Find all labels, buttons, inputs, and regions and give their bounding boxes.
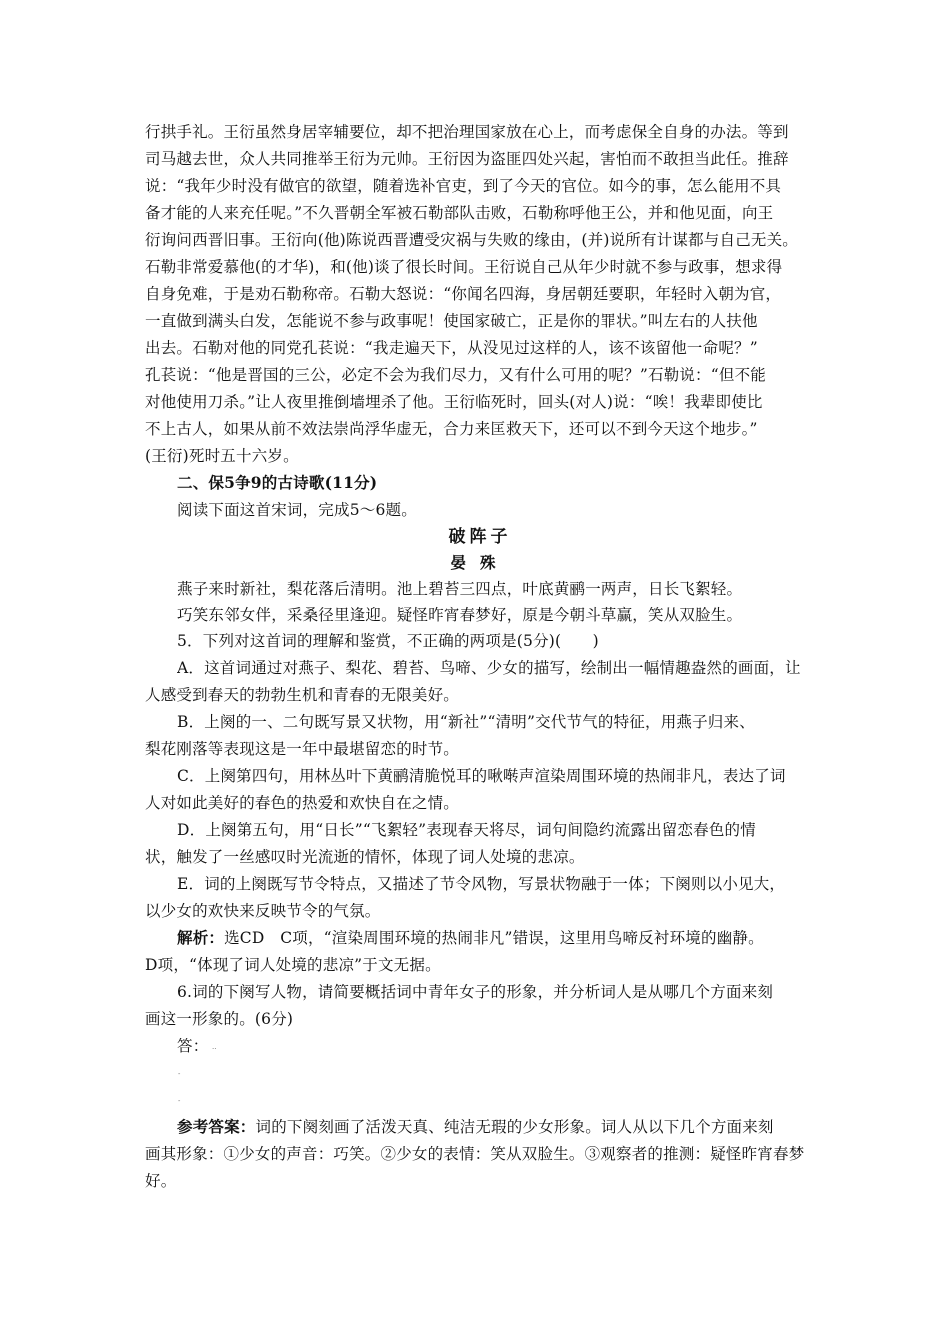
- translation-line: 衍询问西晋旧事。王衍向(他)陈说西晋遭受灾祸与失败的缘由，(并)说所有计谋都与自己无关。: [145, 231, 798, 249]
- section-heading: 二、保5争9的古诗歌(11分): [177, 473, 378, 492]
- option-d-cont: 状，触发了一丝感叹时光流逝的情怀，体现了词人处境的悲凉。: [145, 848, 585, 866]
- option-b: B．上阕的一、二句既写景又状物，用“新社”“清明”交代节气的特征，用燕子归来、: [177, 713, 755, 731]
- option-c: C．上阕第四句，用林丛叶下黄鹂清脆悦耳的啾啭声渲染周围环境的热闹非凡，表达了词: [177, 767, 786, 785]
- translation-line: 出去。石勒对他的同党孔苌说：“我走遍天下，从没见过这样的人，该不该留他一命呢？”: [145, 339, 758, 357]
- translation-line: 行拱手礼。王衍虽然身居宰辅要位，却不把治理国家放在心上，而考虑保全自身的办法。等到: [145, 123, 789, 141]
- poem-line: 燕子来时新社，梨花落后清明。池上碧苔三四点，叶底黄鹂一两声，日长飞絮轻。: [177, 580, 743, 598]
- question-5-stem: 5．下列对这首词的理解和鉴赏，不正确的两项是(5分)( ): [177, 632, 599, 650]
- translation-line: (王衍)死时五十六岁。: [145, 447, 299, 465]
- analysis-text: 选CD C项，“渲染周围环境的热闹非凡”错误，这里用鸟啼反衬环境的幽静。: [224, 929, 764, 947]
- question-6-stem: 6.词的下阕写人物，请简要概括词中青年女子的形象，并分析词人是从哪几个方面来刻: [177, 983, 774, 1001]
- reference-answer-text: 词的下阕刻画了活泼天真、纯洁无瑕的少女形象。词人从以下几个方面来刻: [255, 1118, 774, 1136]
- instruction: 阅读下面这首宋词，完成5～6题。: [177, 501, 417, 519]
- translation-line: 孔苌说：“他是晋国的三公，必定不会为我们尽力，又有什么可用的呢？”石勒说：“但不能: [145, 366, 766, 384]
- answer-blank-mark: -: [178, 1097, 181, 1105]
- option-e-cont: 以少女的欢快来反映节令的气氛。: [145, 902, 381, 920]
- poem-title: 破阵子: [448, 527, 512, 547]
- option-b-cont: 梨花刚落等表现这是一年中最堪留恋的时节。: [145, 740, 460, 758]
- translation-line: 对他使用刀杀。”让人夜里推倒墙埋杀了他。王衍临死时，回头(对人)说：“唉！我辈即使比: [145, 393, 763, 411]
- reference-answer-cont: 画其形象：①少女的声音：巧笑。②少女的表情：笑从双脸生。③观察者的推测：疑怪昨宵春梦: [145, 1145, 805, 1163]
- reference-answer-label: 参考答案：: [177, 1117, 256, 1136]
- option-d: D．上阕第五句，用“日长”“飞絮轻”表现春天将尽，词句间隐约流露出留恋春色的情: [177, 821, 756, 839]
- translation-line: 一直做到满头白发，怎能说不参与政事呢！使国家破亡，正是你的罪状。”叫左右的人扶他: [145, 312, 758, 330]
- question-6-stem-cont: 画这一形象的。(6分): [145, 1010, 294, 1028]
- option-a-cont: 人感受到春天的勃勃生机和青春的无限美好。: [145, 686, 460, 704]
- option-c-cont: 人对如此美好的春色的热爱和欢快自在之情。: [145, 794, 460, 812]
- option-e: E．词的上阕既写节令特点，又描述了节令风物，写景状物融于一体；下阕则以小见大，: [177, 875, 786, 893]
- answer-blank-mark: ..: [212, 1043, 217, 1051]
- analysis: [177, 927, 815, 949]
- poem-line: 巧笑东邻女伴，采桑径里逢迎。疑怪昨宵春梦好，原是今朝斗草赢，笑从双脸生。: [177, 606, 743, 624]
- analysis-cont: D项，“体现了词人处境的悲凉”于文无据。: [145, 956, 441, 974]
- analysis-label: 解析：: [177, 928, 225, 947]
- poem-author: 晏殊: [450, 553, 510, 572]
- reference-answer-cont: 好。: [145, 1172, 177, 1190]
- answer-blank-mark: -: [178, 1070, 181, 1078]
- answer-label: 答：: [177, 1037, 209, 1055]
- translation-line: 自身免难，于是劝石勒称帝。石勒大怒说：“你闻名四海，身居朝廷要职，年轻时入朝为官，: [145, 285, 782, 303]
- translation-line: 司马越去世，众人共同推举王衍为元帅。王衍因为盗匪四处兴起，害怕而不敢担当此任。推辞: [145, 150, 789, 168]
- option-a: A．这首词通过对燕子、梨花、碧苔、鸟啼、少女的描写，绘制出一幅情趣盎然的画面，让: [177, 659, 801, 677]
- translation-line: 不上古人，如果从前不效法崇尚浮华虚无，合力来匡救天下，还可以不到今天这个地步。”: [145, 420, 758, 438]
- translation-line: 说：“我年少时没有做官的欲望，随着选补官吏，到了今天的官位。如今的事，怎么能用不具: [145, 177, 782, 195]
- translation-line: 石勒非常爱慕他(的才华)，和(他)谈了很长时间。王衍说自己从年少时就不参与政事，想求得: [145, 258, 783, 276]
- translation-line: 备才能的人来充任呢。”不久晋朝全军被石勒部队击败，石勒称呼他王公，并和他见面，向王: [145, 204, 774, 222]
- reference-answer: [177, 1116, 815, 1138]
